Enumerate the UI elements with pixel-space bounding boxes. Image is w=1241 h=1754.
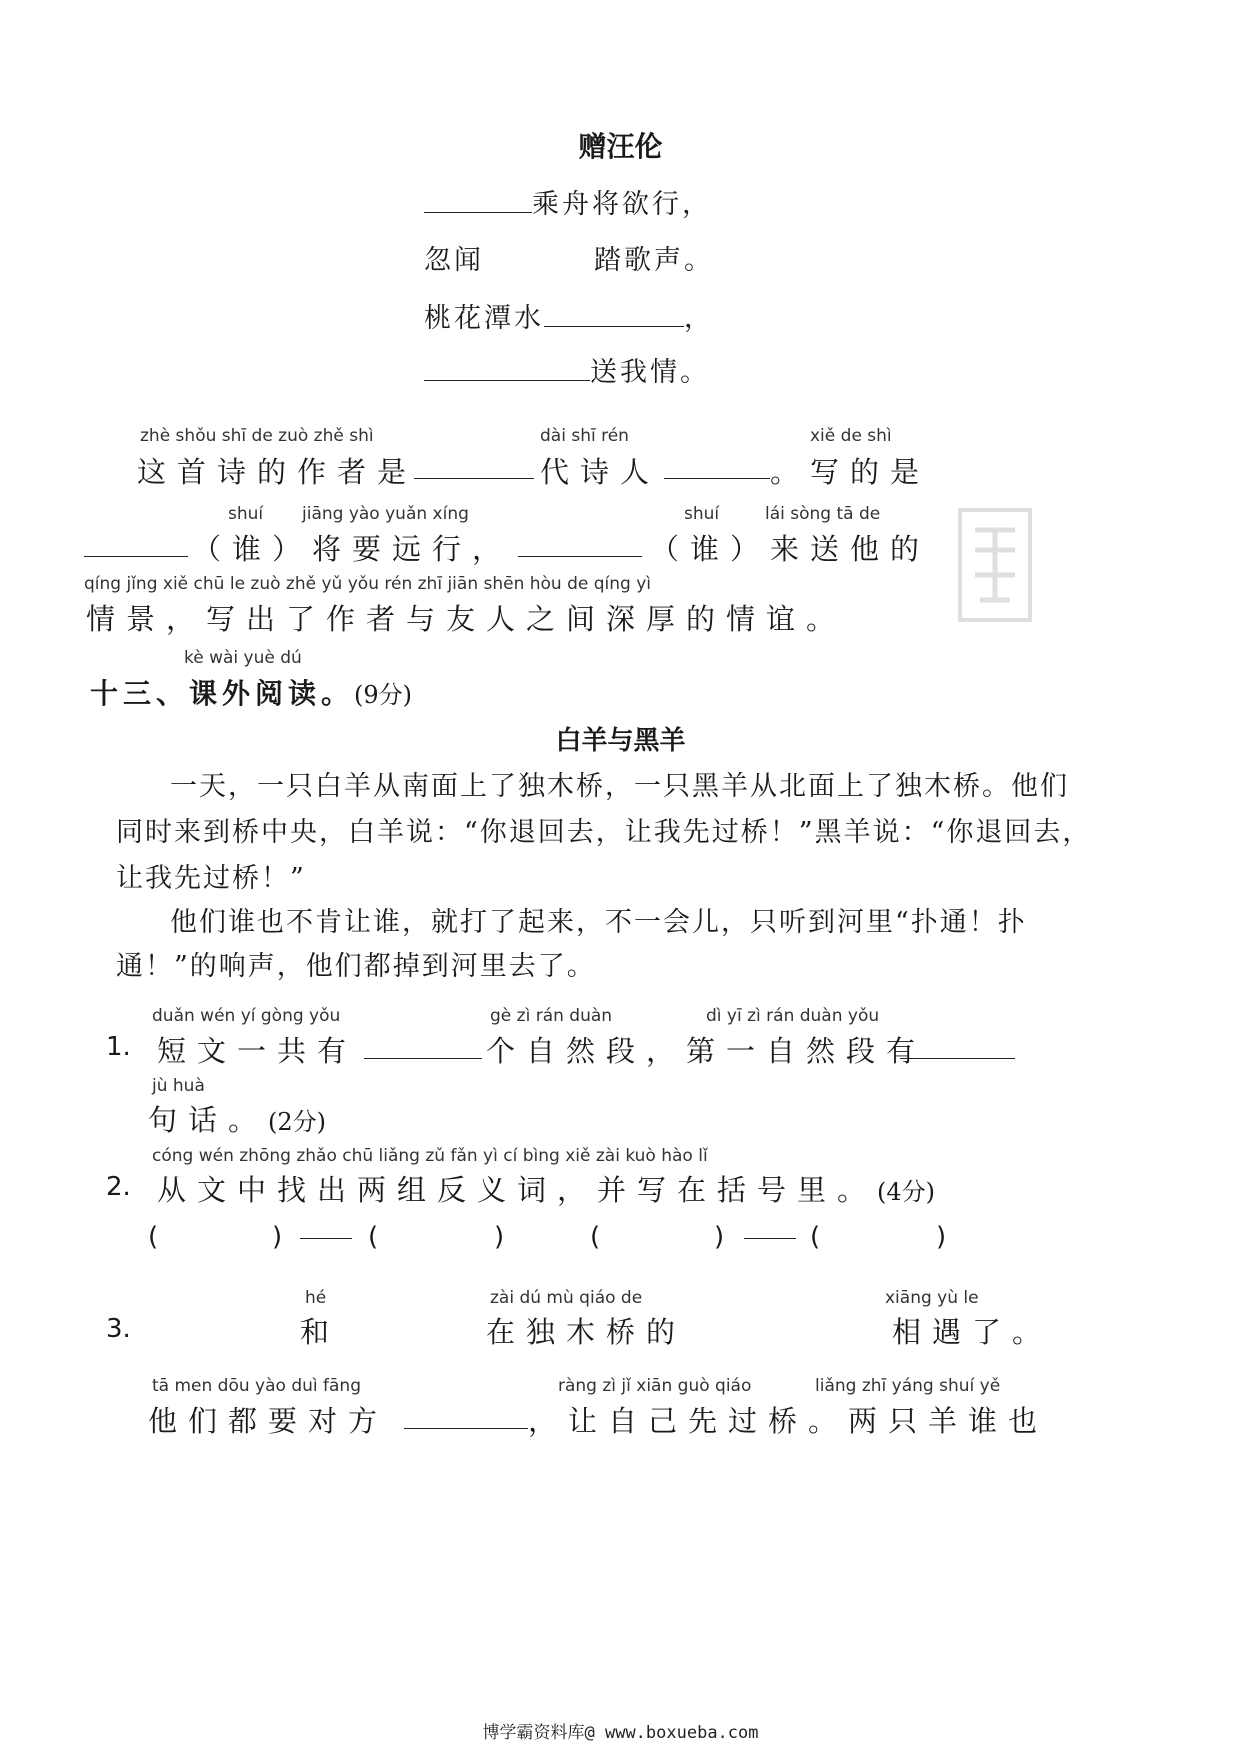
pinyin: cóng wén zhōng zhǎo chū liǎng zǔ fǎn yì cí bìng xiě zài kuò hào lǐ bbox=[152, 1146, 708, 1166]
poem-line-2 bbox=[424, 238, 714, 277]
poem-line-4-text: 送我情。 bbox=[590, 357, 710, 388]
question-number: 2. bbox=[106, 1172, 131, 1202]
pinyin: qíng jǐng xiě chū le zuò zhě yǔ yǒu rén zhī jiān shēn hòu de qíng yì bbox=[84, 574, 652, 594]
q12-text-3: 。写的是 bbox=[770, 455, 931, 489]
q2-text bbox=[157, 1168, 935, 1209]
fill-blank[interactable] bbox=[664, 452, 770, 479]
dash-line bbox=[744, 1238, 796, 1239]
pinyin: jiāng yào yuǎn xíng bbox=[302, 504, 469, 524]
fill-blank[interactable] bbox=[364, 1032, 482, 1059]
pinyin: lái sòng tā de bbox=[765, 504, 881, 524]
dash-line bbox=[300, 1238, 352, 1239]
fill-blank[interactable] bbox=[404, 1402, 528, 1429]
story-paragraph-1-line-3: 让我先过桥！” bbox=[116, 863, 306, 894]
q1-text-1: 短文一共有 bbox=[157, 1034, 358, 1068]
poem-line-3-text: 桃花潭水 bbox=[424, 303, 544, 334]
pinyin: liǎng zhī yáng shuí yě bbox=[815, 1376, 1001, 1396]
pinyin: tā men dōu yào duì fāng bbox=[152, 1376, 361, 1396]
q12-text-5: （谁）来送他的 bbox=[650, 532, 931, 566]
poem-line-2-end: 踏歌声。 bbox=[594, 245, 714, 276]
question-number: 1. bbox=[106, 1032, 131, 1062]
fill-blank[interactable] bbox=[900, 1032, 1015, 1059]
poem-line-2-start: 忽闻 bbox=[424, 245, 484, 276]
fill-blank[interactable] bbox=[544, 300, 684, 327]
footer-watermark: 博学霸资料库@ www.boxueba.com bbox=[482, 1723, 759, 1743]
q3-text-4: 他们都要对方 bbox=[148, 1404, 389, 1438]
pinyin: kè wài yuè dú bbox=[184, 648, 302, 668]
poem-line-1 bbox=[424, 182, 712, 221]
bracket-open[interactable]: ( bbox=[148, 1222, 159, 1252]
q3-text-2: 在独木桥的 bbox=[486, 1315, 687, 1349]
q1-text-2: 个自然段，第一自然段有 bbox=[486, 1034, 927, 1068]
bracket-close[interactable]: ) bbox=[936, 1222, 947, 1252]
pinyin: gè zì rán duàn bbox=[490, 1006, 613, 1026]
q12-text-6: 情景，写出了作者与友人之间深厚的情谊。 bbox=[86, 602, 847, 636]
q1-text-3 bbox=[148, 1098, 326, 1139]
pinyin: zài dú mù qiáo de bbox=[490, 1288, 643, 1308]
q3-text-3: 相遇了。 bbox=[892, 1315, 1053, 1349]
pinyin: dài shī rén bbox=[540, 426, 629, 446]
pinyin: shuí bbox=[228, 504, 264, 524]
q12-text-2: 代诗人 bbox=[540, 455, 661, 489]
q1-text-3-main: 句话。 bbox=[148, 1103, 269, 1137]
fill-blank[interactable] bbox=[414, 452, 534, 479]
section-heading-text: 十三、课外阅读。 bbox=[90, 677, 355, 710]
story-paragraph-2-line-1: 他们谁也不肯让谁，就打了起来，不一会儿，只听到河里“扑通！扑 bbox=[170, 907, 1027, 938]
poem-line-1-text: 乘舟将欲行， bbox=[532, 189, 712, 220]
section-heading bbox=[90, 672, 412, 712]
q12-text-4: （谁）将要远行， bbox=[192, 532, 513, 566]
question-number: 3. bbox=[106, 1314, 131, 1344]
q2-text-main: 从文中找出两组反义词，并写在括号里。 bbox=[157, 1173, 878, 1207]
pinyin: jù huà bbox=[152, 1076, 205, 1096]
bracket-close[interactable]: ) bbox=[714, 1222, 725, 1252]
q3-text-1: 和 bbox=[300, 1315, 341, 1349]
story-paragraph-2-line-2: 通！”的响声，他们都掉到河里去了。 bbox=[116, 951, 596, 982]
pinyin: xiě de shì bbox=[810, 426, 892, 446]
story-paragraph-1-line-1: 一天，一只白羊从南面上了独木桥，一只黑羊从北面上了独木桥。他们 bbox=[170, 771, 1069, 802]
poem-line-3-end: ， bbox=[684, 303, 714, 334]
stamp-watermark-icon bbox=[955, 505, 1035, 625]
q3-text-5: ，让自己先过桥。两只羊谁也 bbox=[528, 1404, 1049, 1438]
fill-blank[interactable] bbox=[424, 186, 532, 213]
bracket-open[interactable]: ( bbox=[810, 1222, 821, 1252]
pinyin: hé bbox=[305, 1288, 327, 1308]
section-score: (9分) bbox=[354, 681, 413, 709]
fill-blank[interactable] bbox=[518, 530, 642, 557]
pinyin: ràng zì jǐ xiān guò qiáo bbox=[558, 1376, 752, 1396]
q2-score: (4分) bbox=[877, 1178, 936, 1206]
fill-blank[interactable] bbox=[424, 354, 590, 381]
pinyin: duǎn wén yí gòng yǒu bbox=[152, 1006, 341, 1026]
bracket-close[interactable]: ) bbox=[494, 1222, 505, 1252]
pinyin: xiāng yù le bbox=[885, 1288, 979, 1308]
q12-text-1: 这首诗的作者是 bbox=[137, 455, 418, 489]
poem-line-3 bbox=[424, 296, 714, 335]
story-paragraph-1-line-2: 同时来到桥中央，白羊说：“你退回去，让我先过桥！”黑羊说：“你退回去， bbox=[116, 817, 1092, 848]
poem-line-4 bbox=[424, 350, 710, 389]
bracket-open[interactable]: ( bbox=[590, 1222, 601, 1252]
bracket-close[interactable]: ) bbox=[272, 1222, 283, 1252]
pinyin: zhè shǒu shī de zuò zhě shì bbox=[140, 426, 374, 446]
q1-score: (2分) bbox=[268, 1108, 327, 1136]
pinyin: dì yī zì rán duàn yǒu bbox=[706, 1006, 880, 1026]
story-title: 白羊与黑羊 bbox=[555, 726, 686, 756]
pinyin: shuí bbox=[684, 504, 720, 524]
fill-blank[interactable] bbox=[84, 530, 188, 557]
poem-title: 赠汪伦 bbox=[578, 130, 663, 163]
bracket-open[interactable]: ( bbox=[368, 1222, 379, 1252]
